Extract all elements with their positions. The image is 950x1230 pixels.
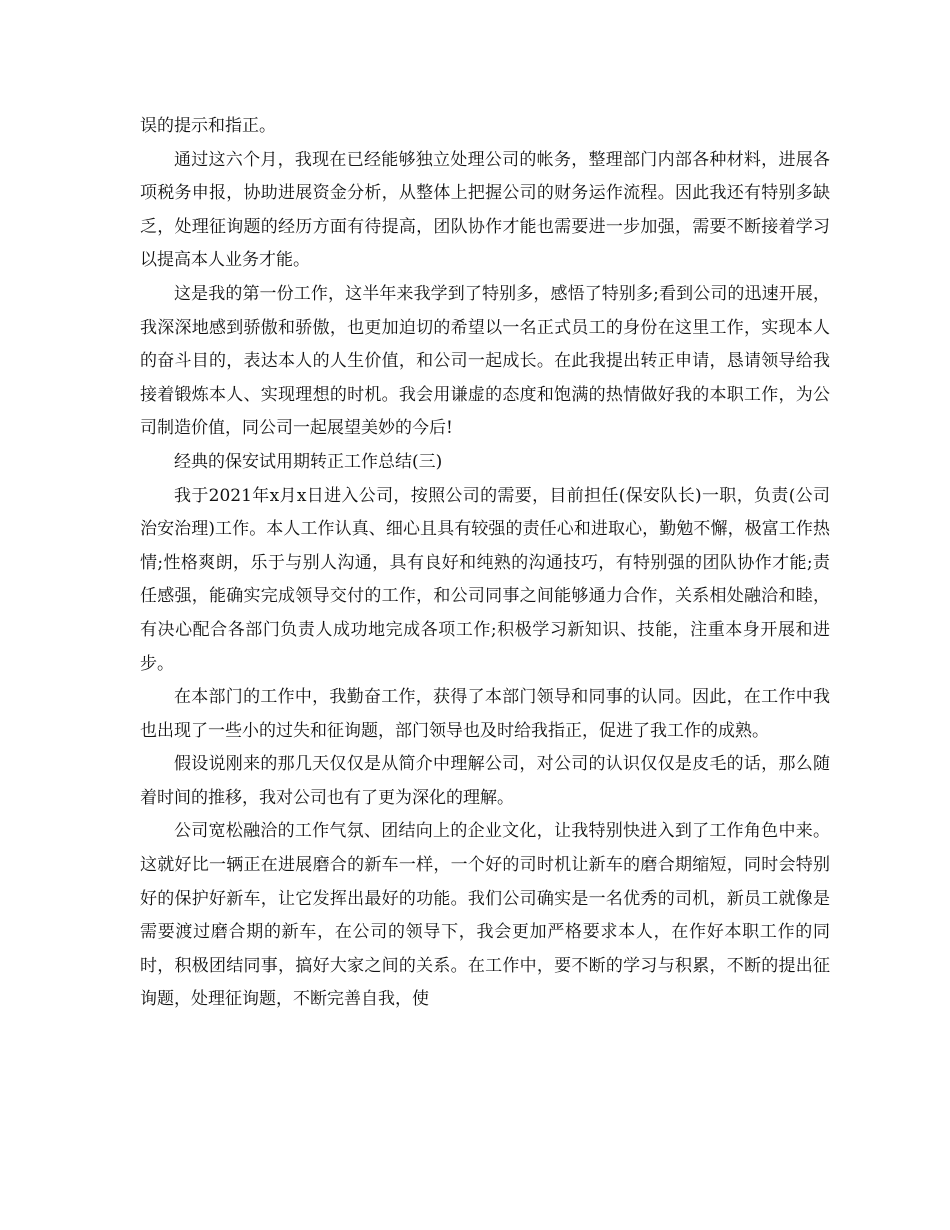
paragraph-first-job: 这是我的第一份工作，这半年来我学到了特别多，感悟了特别多;看到公司的迅速开展，我深深地感到骄傲和骄傲，也更加迫切的希望以一名正式员工的身份在这里工作，实现本人的奋斗目的，表达本人的人生价值，和公司一起成长。在此我提出转正申请，恳请领导给我接着锻炼本人、实现理想的时机。我会用谦虚的态度和饱满的热情做好我的本职工作，为公司制造价值，同公司一起展望美妙的今后! (140, 283, 830, 439)
document-page (140, 110, 830, 1017)
paragraph-understanding: 假设说刚来的那几天仅仅是从简介中理解公司，对公司的认识仅仅是皮毛的话，那么随着时间的推移，我对公司也有了更为深化的理解。 (140, 754, 830, 808)
paragraph-continuation: 误的提示和指正。 (140, 116, 276, 136)
paragraph-security-role: 我于2021年x月x日进入公司，按照公司的需要，目前担任(保安队长)一职，负责(公司治安治理)工作。本人工作认真、细心且具有较强的责任心和进取心，勤勉不懈，极富工作热情;性格爽朗，乐于与别人沟通，具有良好和纯熟的沟通技巧，有特别强的团队协作才能;责任感强，能确实完成领导交付的工作，和公司同事之间能够通力合作，关系相处融洽和睦，有决心配合各部门负责人成功地完成各项工作;积极学习新知识、技能，注重本身开展和进步。 (140, 485, 830, 674)
paragraph-company-culture: 公司宽松融洽的工作气氛、团结向上的企业文化，让我特别快进入到了工作角色中来。这就好比一辆正在进展磨合的新车一样，一个好的司时机让新车的磨合期缩短，同时会特别好的保护好新车，让它发挥出最好的功能。我们公司确实是一名优秀的司机，新员工就像是需要渡过磨合期的新车，在公司的领导下，我会更加严格要求本人，在作好本职工作的同时，积极团结同事，搞好大家之间的关系。在工作中，要不断的学习与积累，不断的提出征询题，处理征询题，不断完善自我，使 (140, 821, 830, 1010)
paragraph-finance-experience: 通过这六个月，我现在已经能够独立处理公司的帐务，整理部门内部各种材料，进展各项税务申报，协助进展资金分析，从整体上把握公司的财务运作流程。因此我还有特别多缺乏，处理征询题的经历方面有待提高，团队协作才能也需要进一步加强，需要不断接着学习以提高本人业务才能。 (140, 149, 830, 271)
section-heading: 经典的保安试用期转正工作总结(三) (174, 451, 443, 472)
paragraph-department-work: 在本部门的工作中，我勤奋工作，获得了本部门领导和同事的认同。因此，在工作中我也出现了一些小的过失和征询题，部门领导也及时给我指正，促进了我工作的成熟。 (140, 687, 830, 741)
